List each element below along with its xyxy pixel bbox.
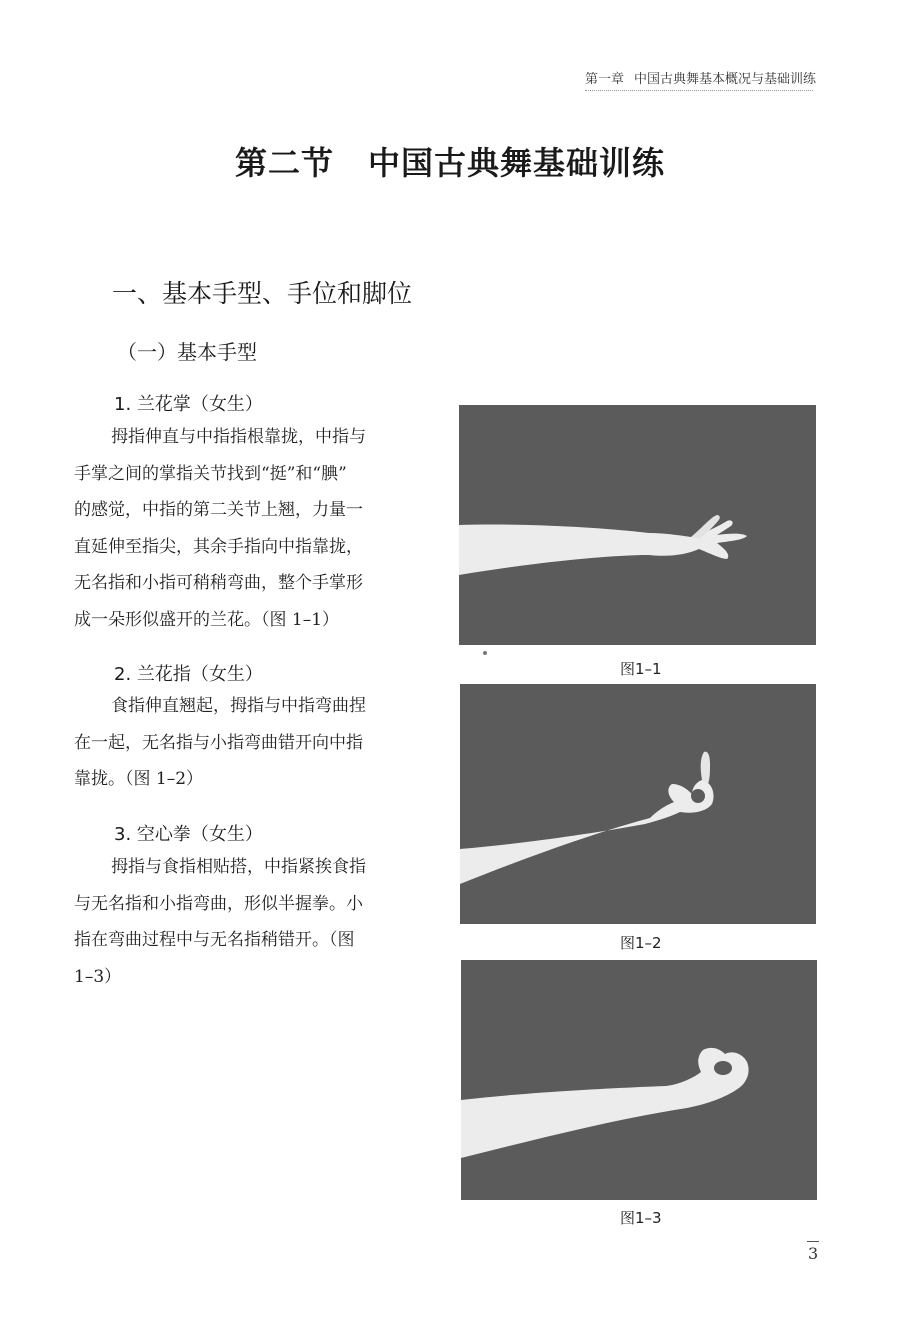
page-number-rule (807, 1241, 819, 1242)
paragraph-line: 1–3） (74, 966, 122, 987)
figure-1-3-photo (461, 960, 817, 1200)
orchid-finger-hand-illustration (460, 684, 816, 924)
figure-1-3-caption: 图1–3 (620, 1209, 662, 1227)
paragraph-line: 成一朵形似盛开的兰花。（图 1–1） (74, 609, 340, 630)
item-paragraph-orchid-finger (74, 688, 414, 798)
paragraph-line: 无名指和小指可稍稍弯曲，整个手掌形 (74, 573, 363, 593)
section-title (0, 138, 900, 184)
paragraph-line: 手掌之间的掌指关节找到“挺”和“腆” (74, 463, 347, 484)
orchid-palm-hand-illustration (459, 405, 816, 645)
paragraph-line: 拇指与食指相贴搭，中指紧挨食指 (111, 857, 366, 877)
item-paragraph-orchid-palm (74, 419, 414, 638)
paragraph-line: 食指伸直翘起，拇指与中指弯曲捏 (111, 696, 366, 716)
heading-basic-hand-shapes-positions: 一、基本手型、手位和脚位 (112, 279, 413, 308)
page-number: 3 (808, 1244, 819, 1263)
section-title-text: 中国古典舞基础训练 (368, 144, 666, 182)
running-head (585, 68, 817, 91)
paragraph-line: 拇指伸直与中指指根靠拢，中指与 (111, 427, 366, 447)
figure-1-2-photo (460, 684, 816, 924)
paragraph-line: 靠拢。（图 1–2） (74, 769, 204, 789)
figure-1-1-photo (459, 405, 816, 645)
figure-1-1-caption: 图1–1 (620, 660, 662, 678)
hollow-fist-hand-illustration (461, 960, 817, 1200)
stray-mark (483, 651, 487, 655)
paragraph-line: 的感觉，中指的第二关节上翘，力量一 (74, 500, 363, 520)
paragraph-line: 在一起，无名指与小指弯曲错开向中指 (74, 732, 363, 753)
paragraph-line: 与无名指和小指弯曲，形似半握拳。小 (74, 893, 363, 914)
item-heading-orchid-finger: 2. 兰花指（女生） (114, 664, 263, 685)
figure-1-2-caption: 图1–2 (620, 934, 662, 952)
paragraph-line: 指在弯曲过程中与无名指稍错开。（图 (74, 930, 355, 950)
heading-basic-hand-shapes: （一）基本手型 (117, 340, 257, 364)
section-number: 第二节 (234, 144, 334, 182)
running-head-title: 中国古典舞基本概况与基础训练 (634, 72, 817, 87)
paragraph-line: 直延伸至指尖，其余手指向中指靠拢， (74, 536, 363, 557)
item-heading-hollow-fist: 3. 空心拳（女生） (114, 824, 263, 845)
item-paragraph-hollow-fist (74, 849, 414, 995)
running-head-chapter: 第一章 (585, 72, 625, 87)
item-heading-orchid-palm: 1. 兰花掌（女生） (114, 394, 263, 415)
